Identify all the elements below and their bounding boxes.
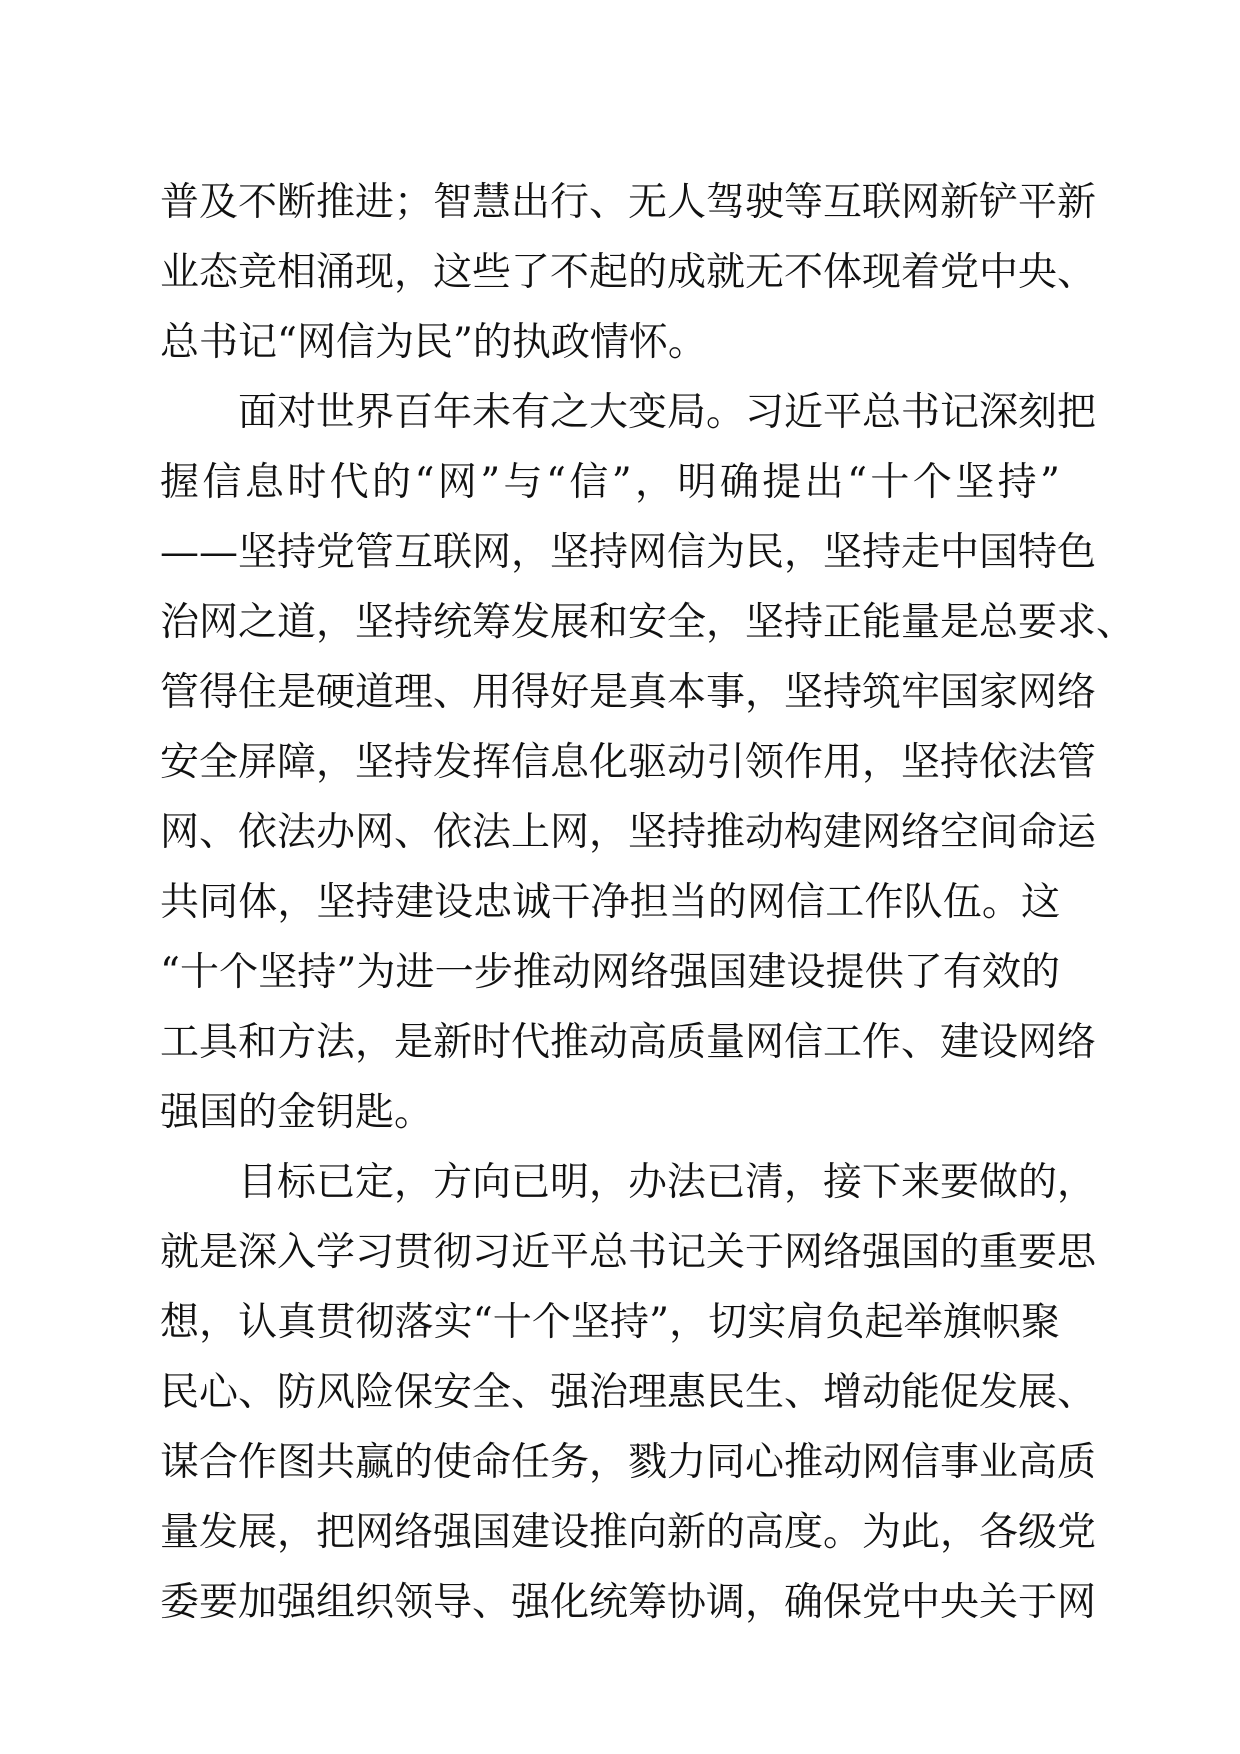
text-line: 业态竞相涌现，这些了不起的成就无不体现着党中央、 [160,250,1097,295]
paragraph-1 [160,168,1097,378]
text-line: 管得住是硬道理、用得好是真本事，坚持筑牢国家网络 [160,670,1097,715]
text-line: 总书记“网信为民”的执政情怀。 [160,320,707,365]
text-line: 就是深入学习贯彻习近平总书记关于网络强国的重要思 [160,1230,1097,1275]
text-line: 想，认真贯彻落实“十个坚持”，切实肩负起举旗帜聚 [160,1300,1060,1345]
text-line: 共同体，坚持建设忠诚干净担当的网信工作队伍。这 [160,880,1060,925]
text-line: 网、依法办网、依法上网，坚持推动构建网络空间命运 [160,810,1097,855]
text-line: “十个坚持”为进一步推动网络强国建设提供了有效的 [160,950,1060,995]
paragraph-2 [160,378,1136,1148]
text-line: 民心、防风险保安全、强治理惠民生、增动能促发展、 [160,1370,1097,1415]
text-line: ——坚持党管互联网，坚持网信为民，坚持走中国特色 [160,530,1097,575]
text-line: 安全屏障，坚持发挥信息化驱动引领作用，坚持依法管 [160,740,1097,785]
text-line: 工具和方法，是新时代推动高质量网信工作、建设网络 [160,1020,1097,1065]
text-line: 治网之道，坚持统筹发展和安全，坚持正能量是总要求、 [160,600,1136,645]
paragraph-3 [160,1148,1097,1638]
text-line: 量发展，把网络强国建设推向新的高度。为此，各级党 [160,1510,1097,1555]
text-line: 普及不断推进；智慧出行、无人驾驶等互联网新铲平新 [160,180,1097,225]
text-line: 目标已定，方向已明，办法已清，接下来要做的， [238,1160,1097,1205]
text-line: 委要加强组织领导、强化统筹协调，确保党中央关于网 [160,1580,1097,1625]
text-line: 面对世界百年未有之大变局。习近平总书记深刻把 [238,390,1097,435]
body-text [160,168,1136,1638]
text-line: 强国的金钥匙。 [160,1090,434,1135]
text-line: 谋合作图共赢的使命任务，戮力同心推动网信事业高质 [160,1440,1097,1485]
text-line: 握信息时代的“网”与“信”，明确提出“十个坚持” [160,460,1060,505]
